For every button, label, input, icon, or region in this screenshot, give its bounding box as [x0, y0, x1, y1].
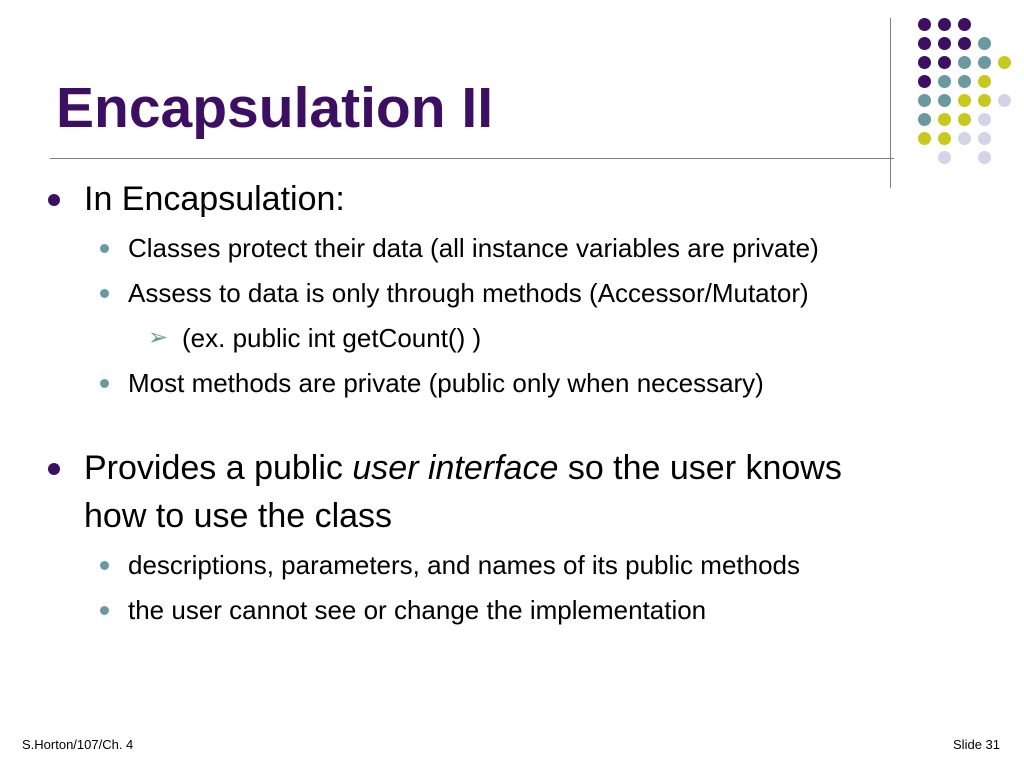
bullet-text-line [84, 444, 842, 492]
bullet-dot [100, 379, 109, 388]
bullet-text: In Encapsulation: [84, 180, 345, 218]
bullet-text: Classes protect their data (all instance variables are private) [128, 233, 819, 263]
bullet-text: Assess to data is only through methods (Accessor/Mutator) [128, 278, 809, 308]
bullet-text: (ex. public int getCount() ) [182, 323, 482, 353]
footer-author: S.Horton/107/Ch. 4 [22, 737, 134, 752]
bullet-level3 [148, 315, 482, 361]
arrow-bullet-icon: ➢ [148, 324, 169, 351]
bullet-level2 [128, 542, 800, 588]
bullet-level2 [128, 360, 764, 406]
bullet-text: descriptions, parameters, and names of its public methods [128, 550, 801, 580]
bullet-text: Provides a public [84, 449, 353, 487]
bullet-text: the user cannot see or change the implementation [128, 595, 707, 625]
bullet-dot [100, 289, 109, 298]
bullet-level2 [128, 270, 809, 316]
bullet-level1 [84, 444, 842, 540]
bullet-dot [100, 606, 109, 615]
slide-title: Encapsulation II [56, 76, 494, 140]
bullet-level2 [128, 587, 706, 633]
bullet-text: Most methods are private (public only when necessary) [128, 368, 764, 398]
bullet-level1 [84, 175, 345, 223]
bullet-dot [48, 463, 60, 475]
bullet-dot [48, 194, 60, 206]
slide-number: Slide 31 [953, 737, 1000, 752]
bullet-dot [100, 561, 109, 570]
bullet-dot [100, 244, 109, 253]
bullet-text-emphasis: user interface [352, 449, 559, 487]
bullet-text: so the user knows [558, 449, 842, 487]
bullet-level2 [128, 225, 819, 271]
bullet-text-line: how to use the class [84, 497, 393, 535]
